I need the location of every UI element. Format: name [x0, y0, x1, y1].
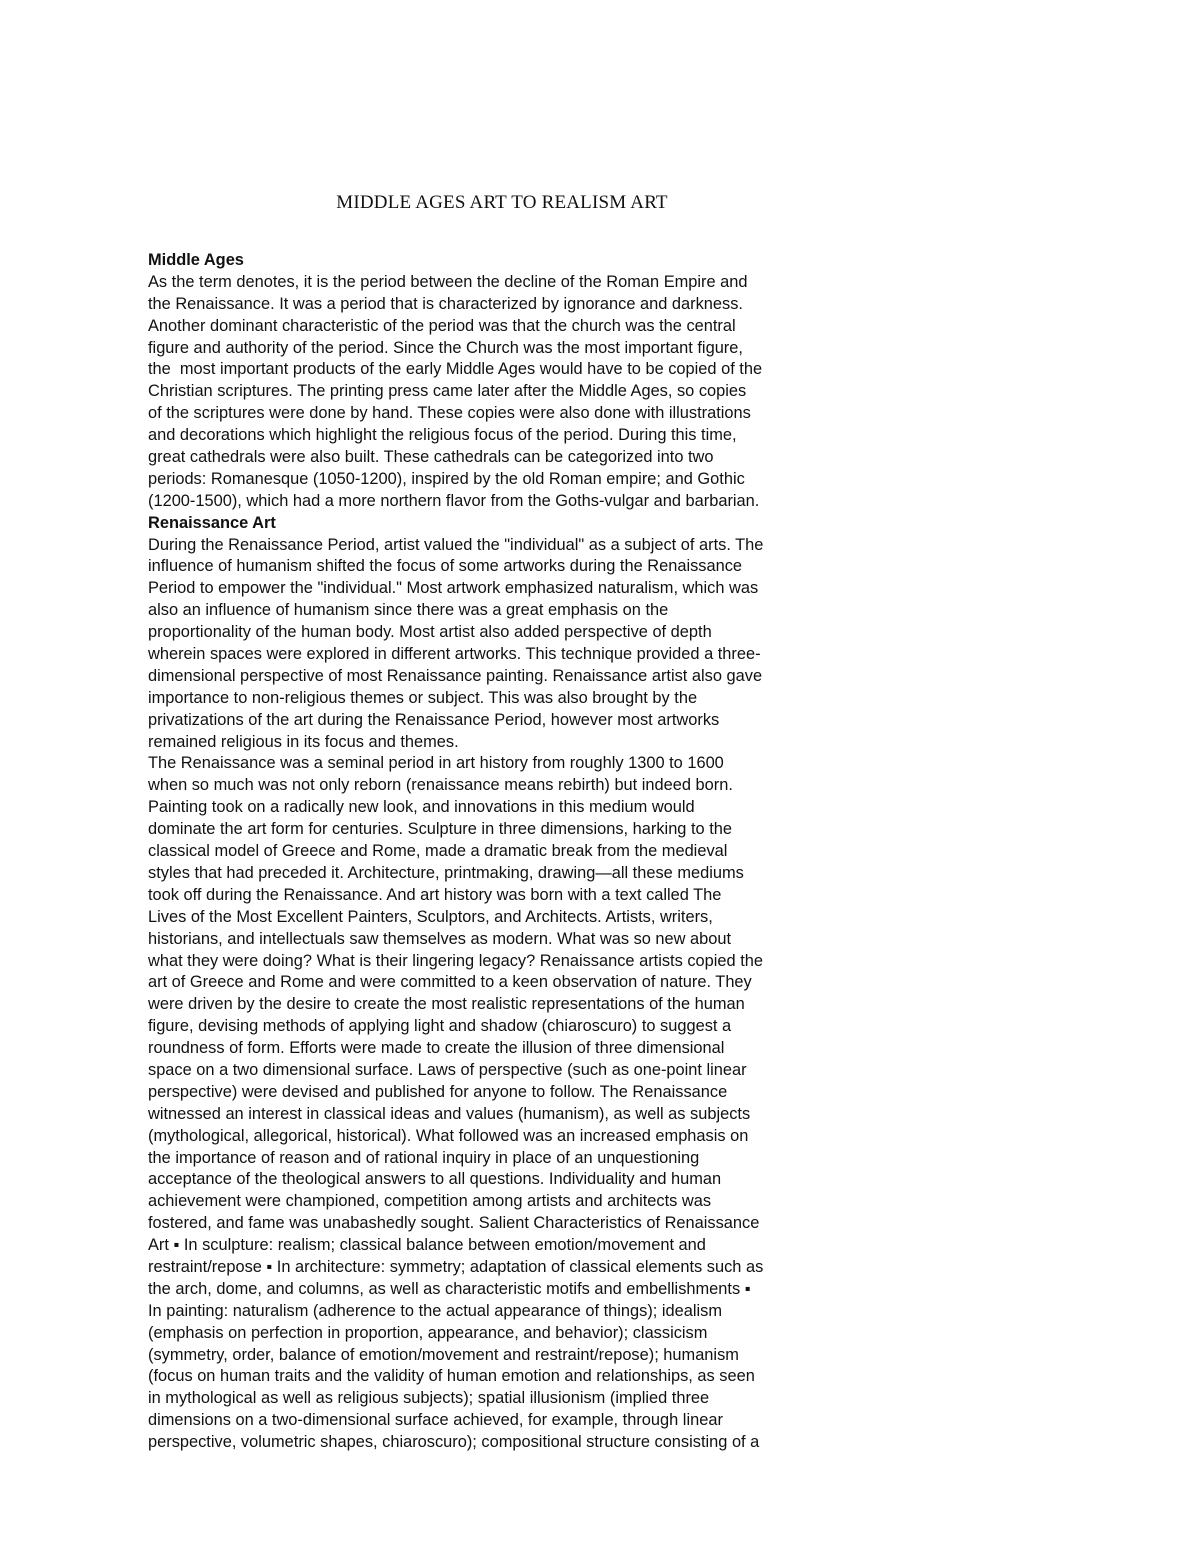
- body-line: fostered, and fame was unabashedly sought. Salient Characteristics of Renaissance: [148, 1214, 760, 1233]
- body-line: (1200-1500), which had a more northern flavor from the Goths-vulgar and barbarian.: [148, 491, 760, 510]
- document-title: MIDDLE AGES ART TO REALISM ART: [336, 192, 668, 213]
- body-line: achievement were championed, competition among artists and architects was: [148, 1192, 712, 1211]
- body-line: dominate the art form for centuries. Sculpture in three dimensions, harking to the: [148, 820, 732, 839]
- body-line: great cathedrals were also built. These cathedrals can be categorized into two: [148, 448, 714, 467]
- body-line: historians, and intellectuals saw themselves as modern. What was so new about: [148, 929, 732, 948]
- body-line: the arch, dome, and columns, as well as characteristic motifs and embellishments ▪: [148, 1279, 751, 1298]
- body-line: (focus on human traits and the validity of human emotion and relationships, as seen: [148, 1367, 755, 1386]
- body-line: art of Greece and Rome and were committed to a keen observation of nature. They: [148, 973, 752, 992]
- body-line: As the term denotes, it is the period between the decline of the Roman Empire and: [148, 272, 748, 291]
- body-line: what they were doing? What is their lingering legacy? Renaissance artists copied the: [148, 951, 763, 970]
- body-line: perspective, volumetric shapes, chiaroscuro); compositional structure consisting of a: [148, 1433, 760, 1452]
- section-heading: Renaissance Art: [148, 513, 276, 532]
- body-line: (emphasis on perfection in proportion, appearance, and behavior); classicism: [148, 1323, 708, 1342]
- body-line: acceptance of the theological answers to all questions. Individuality and human: [148, 1170, 722, 1189]
- body-line: influence of humanism shifted the focus of some artworks during the Renaissance: [148, 557, 743, 576]
- document-body: [148, 250, 888, 1454]
- body-line: During the Renaissance Period, artist valued the "individual" as a subject of arts. The: [148, 535, 764, 554]
- body-line: Christian scriptures. The printing press came later after the Middle Ages, so copies: [148, 382, 747, 401]
- body-line: Painting took on a radically new look, and innovations in this medium would: [148, 798, 695, 817]
- body-line: the Renaissance. It was a period that is characterized by ignorance and darkness.: [148, 294, 743, 313]
- body-line: perspective) were devised and published for anyone to follow. The Renaissance: [148, 1082, 728, 1101]
- body-line: the importance of reason and of rational inquiry in place of an unquestioning: [148, 1148, 700, 1167]
- body-line: witnessed an interest in classical ideas and values (humanism), as well as subjects: [148, 1104, 751, 1123]
- body-line: space on a two dimensional surface. Laws of perspective (such as one-point linear: [148, 1060, 747, 1079]
- body-line: Lives of the Most Excellent Painters, Sculptors, and Architects. Artists, writers,: [148, 907, 713, 926]
- body-line: remained religious in its focus and themes.: [148, 732, 459, 751]
- body-line: (symmetry, order, balance of emotion/movement and restraint/repose); humanism: [148, 1345, 739, 1364]
- body-line: and decorations which highlight the religious focus of the period. During this time,: [148, 426, 737, 445]
- body-line: (mythological, allegorical, historical). What followed was an increased emphasis on: [148, 1126, 749, 1145]
- body-line: figure, devising methods of applying light and shadow (chiaroscuro) to suggest a: [148, 1017, 732, 1036]
- body-line: styles that had preceded it. Architecture, printmaking, drawing—all these mediums: [148, 863, 744, 882]
- body-line: importance to non-religious themes or subject. This was also brought by the: [148, 688, 698, 707]
- body-line: classical model of Greece and Rome, made a dramatic break from the medieval: [148, 842, 728, 861]
- body-line: Period to empower the "individual." Most artwork emphasized naturalism, which was: [148, 579, 759, 598]
- body-line: In painting: naturalism (adherence to the actual appearance of things); idealism: [148, 1301, 723, 1320]
- body-line: dimensions on a two-dimensional surface achieved, for example, through linear: [148, 1411, 723, 1430]
- body-line: of the scriptures were done by hand. These copies were also done with illustrations: [148, 404, 751, 423]
- body-line: the most important products of the early Middle Ages would have to be copied of the: [148, 360, 763, 379]
- body-line: periods: Romanesque (1050-1200), inspired by the old Roman empire; and Gothic: [148, 469, 745, 488]
- body-line: figure and authority of the period. Since the Church was the most important figure,: [148, 338, 743, 357]
- body-line: Another dominant characteristic of the period was that the church was the central: [148, 316, 736, 335]
- body-line: restraint/repose ▪ In architecture: symmetry; adaptation of classical elements such as: [148, 1257, 764, 1276]
- body-line: in mythological as well as religious subjects); spatial illusionism (implied three: [148, 1389, 710, 1408]
- body-line: The Renaissance was a seminal period in art history from roughly 1300 to 1600: [148, 754, 724, 773]
- section-heading: Middle Ages: [148, 251, 244, 269]
- body-line: took off during the Renaissance. And art history was born with a text called The: [148, 885, 722, 904]
- body-line: also an influence of humanism since there was a great emphasis on the: [148, 601, 669, 620]
- body-line: Art ▪ In sculpture: realism; classical balance between emotion/movement and: [148, 1236, 706, 1255]
- body-line: when so much was not only reborn (renaissance means rebirth) but indeed born.: [148, 776, 733, 795]
- body-line: privatizations of the art during the Renaissance Period, however most artworks: [148, 710, 720, 729]
- body-line: wherein spaces were explored in different artworks. This technique provided a three-: [148, 645, 761, 664]
- body-line: roundness of form. Efforts were made to create the illusion of three dimensional: [148, 1039, 725, 1058]
- body-line: dimensional perspective of most Renaissance painting. Renaissance artist also gave: [148, 666, 763, 685]
- body-line: were driven by the desire to create the most realistic representations of the human: [148, 995, 745, 1014]
- body-line: proportionality of the human body. Most artist also added perspective of depth: [148, 623, 712, 642]
